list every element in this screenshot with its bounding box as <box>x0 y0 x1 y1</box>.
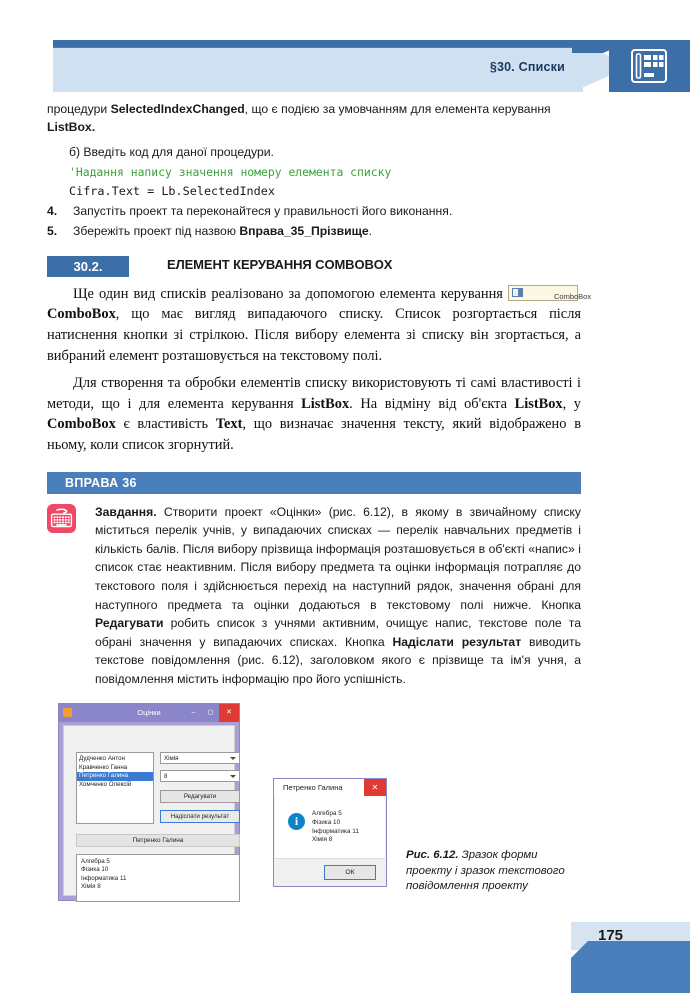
section-title: ЕЛЕМЕНТ КЕРУВАННЯ COMBOBOX <box>167 256 393 272</box>
results-textbox[interactable] <box>76 854 240 902</box>
winform-window <box>58 703 240 901</box>
s2-bold-listbox-1: ListBox <box>301 395 350 412</box>
page-header <box>53 40 690 92</box>
messagebox-window <box>273 778 387 887</box>
subject-combobox-value: Хімія <box>164 755 179 762</box>
send-result-button[interactable]: Надіслати результат <box>160 810 240 823</box>
section-header-title: §30. Списки <box>489 60 565 74</box>
list-item[interactable]: Дудченко Антон <box>79 755 126 762</box>
messagebox-line: Хімія 8 <box>312 836 333 844</box>
intro-text-2: , що є подією за умовчанням для елемента керування <box>244 102 551 116</box>
intro-paragraph <box>47 100 581 137</box>
exercise-banner <box>47 472 581 494</box>
header-icon-container <box>609 40 690 92</box>
keyboard-icon-container <box>47 504 76 533</box>
messagebox-line: Алгебра 5 <box>312 810 342 817</box>
chevron-down-icon[interactable] <box>230 757 236 760</box>
exercise-banner-label: ВПРАВА 36 <box>65 475 137 490</box>
task-body-1: Створити проект «Оцінки» (рис. 6.12), в якому в звичайному списку міститься перелік учнів, у випадаючих списках — перелік навчальних предметів і кількість балів. Після вибору прізвища інформація розташовується в об'єкті «напис» і список стає неактивним. Після вибору предмета та оцінки інформація потрапляє до текстового поля і здійснюється перехід на наступний рядок, значення обрані для наступного предмета та оцінки додаються в текстовому полі нижче. Кнопка <box>95 504 581 612</box>
section-para1-rest: , що має вигляд випадаючого списку. Список розгортається після натиснення кнопки зі стрілкою. Після вибору елемента зі списку він згортається, а вибраний елемент розташовується на текстовому полі. <box>47 306 581 364</box>
list-item[interactable]: Кравченко Ганна <box>79 763 128 771</box>
numbered-item-5 <box>47 222 581 242</box>
results-line: Хімія 8 <box>81 883 101 891</box>
section-paragraph-1 <box>47 284 592 366</box>
section-paragraph-2 <box>47 373 581 455</box>
keyboard-icon <box>50 507 73 530</box>
task-text <box>95 503 581 689</box>
figure-6-12 <box>0 700 690 910</box>
task-block <box>47 503 581 689</box>
edit-button[interactable]: Редагувати <box>160 790 240 803</box>
messagebox-line: Фізика 10 <box>312 818 341 826</box>
chevron-down-icon[interactable] <box>230 775 236 778</box>
messagebox-footer <box>275 858 385 885</box>
item-5-number: 5. <box>47 224 58 239</box>
numbered-item-4 <box>47 202 581 222</box>
list-item[interactable]: Петренко Галина <box>77 772 153 781</box>
results-line: Фізика 10 <box>81 866 109 874</box>
substep-b: б) Введіть код для даної процедури. <box>69 144 274 159</box>
s2-bold-text: Text <box>215 416 243 433</box>
page-number: 175 <box>598 927 624 944</box>
minimize-button[interactable]: – <box>191 709 196 716</box>
page-content <box>47 100 592 689</box>
s2b: . На відміну від об'єкта <box>349 395 515 412</box>
close-button[interactable]: ✕ <box>219 704 239 722</box>
winform-titlebar[interactable] <box>59 704 239 722</box>
footer-band-dark <box>571 941 690 993</box>
messagebox-content <box>275 796 385 858</box>
code-comment-line: 'Надання напису значення номеру елемента списку <box>69 164 392 179</box>
figure-number: Рис. 6.12. <box>406 849 459 861</box>
s2c: , у <box>562 395 582 412</box>
student-name-label: Петренко Галина <box>76 834 240 847</box>
intro-bold-1: SelectedIndexChanged <box>110 102 245 116</box>
s2d: є властивість <box>115 416 216 433</box>
combobox-icon <box>512 288 523 297</box>
results-line: Алгебра 5 <box>81 858 110 865</box>
task-bold-send: Надіслати результат <box>392 634 522 649</box>
s2-bold-listbox-2: ListBox <box>514 395 563 412</box>
page-footer <box>571 922 690 993</box>
code-statement-line: Cifra.Text = Lb.SelectedIndex <box>69 183 275 198</box>
item-4-number: 4. <box>47 203 58 218</box>
figure-caption <box>406 848 586 895</box>
combobox-chip-label: ComboBox <box>553 291 592 301</box>
task-bold-edit: Редагувати <box>95 616 164 631</box>
section-heading <box>47 256 581 277</box>
header-band-accent <box>53 40 583 47</box>
document-table-icon <box>631 49 667 83</box>
task-body-3: виводить текстове повідомлення (рис. 6.12), заголовком якого є прізвище та ім'я учня, а повідомлення містить інформацію про його успішність. <box>95 634 581 686</box>
messagebox-text <box>312 810 359 845</box>
section-para1-start: Ще один вид списків реалізовано за допомогою елемента керування <box>73 285 503 302</box>
s2-bold-combobox: ComboBox <box>47 416 116 433</box>
messagebox-line: Інформатика 11 <box>312 827 359 835</box>
item-4-text: Запустіть проект та переконайтеся у правильності його виконання. <box>73 203 453 218</box>
maximize-button[interactable]: ◻ <box>207 709 214 716</box>
task-label: Завдання. <box>95 504 157 519</box>
section-para1-bold: ComboBox <box>47 306 116 323</box>
messagebox-close-button[interactable]: ✕ <box>364 779 386 796</box>
info-icon: i <box>288 813 305 830</box>
intro-text-1: процедури <box>47 102 111 116</box>
s2e: , що визначає значення тексту, який відображено в ньому, коли список згорнутий. <box>47 416 581 453</box>
combobox-toolbox-chip <box>508 285 592 301</box>
figure-caption-text: Зразок форми проекту і зразок текстового повідомлення проекту <box>406 849 565 892</box>
s2a: Для створення та обробки елементів списку використовують ті самі властивості і методи, що і для елемента керування <box>47 375 581 412</box>
winform-window-controls <box>185 704 239 722</box>
item-5-bold: Вправа_35_Прізвище <box>239 224 369 239</box>
item-5-text-b: . <box>368 224 373 239</box>
messagebox-title: Петренко Галина <box>283 783 343 792</box>
students-listbox[interactable] <box>76 752 154 824</box>
messagebox-titlebar[interactable] <box>274 779 386 796</box>
grade-combobox-value: 8 <box>164 773 168 780</box>
grade-combobox[interactable] <box>160 770 240 782</box>
winform-body <box>63 725 235 896</box>
list-item[interactable]: Хомченко Олексій <box>79 780 132 788</box>
section-number-badge: 30.2. <box>47 256 129 277</box>
item-5-text-a: Збережіть проект під назвою <box>73 224 240 239</box>
ok-button[interactable]: ОК <box>324 865 376 880</box>
intro-bold-2: ListBox. <box>47 120 96 135</box>
winform-title: Оцінки <box>137 708 161 717</box>
subject-combobox[interactable] <box>160 752 240 764</box>
results-line: Інформатика 11 <box>81 874 127 882</box>
task-body-2: робить список з учнями активним, очищує напис, текстове поле та обрані значення у випадаючих списках. Кнопка <box>95 616 581 649</box>
